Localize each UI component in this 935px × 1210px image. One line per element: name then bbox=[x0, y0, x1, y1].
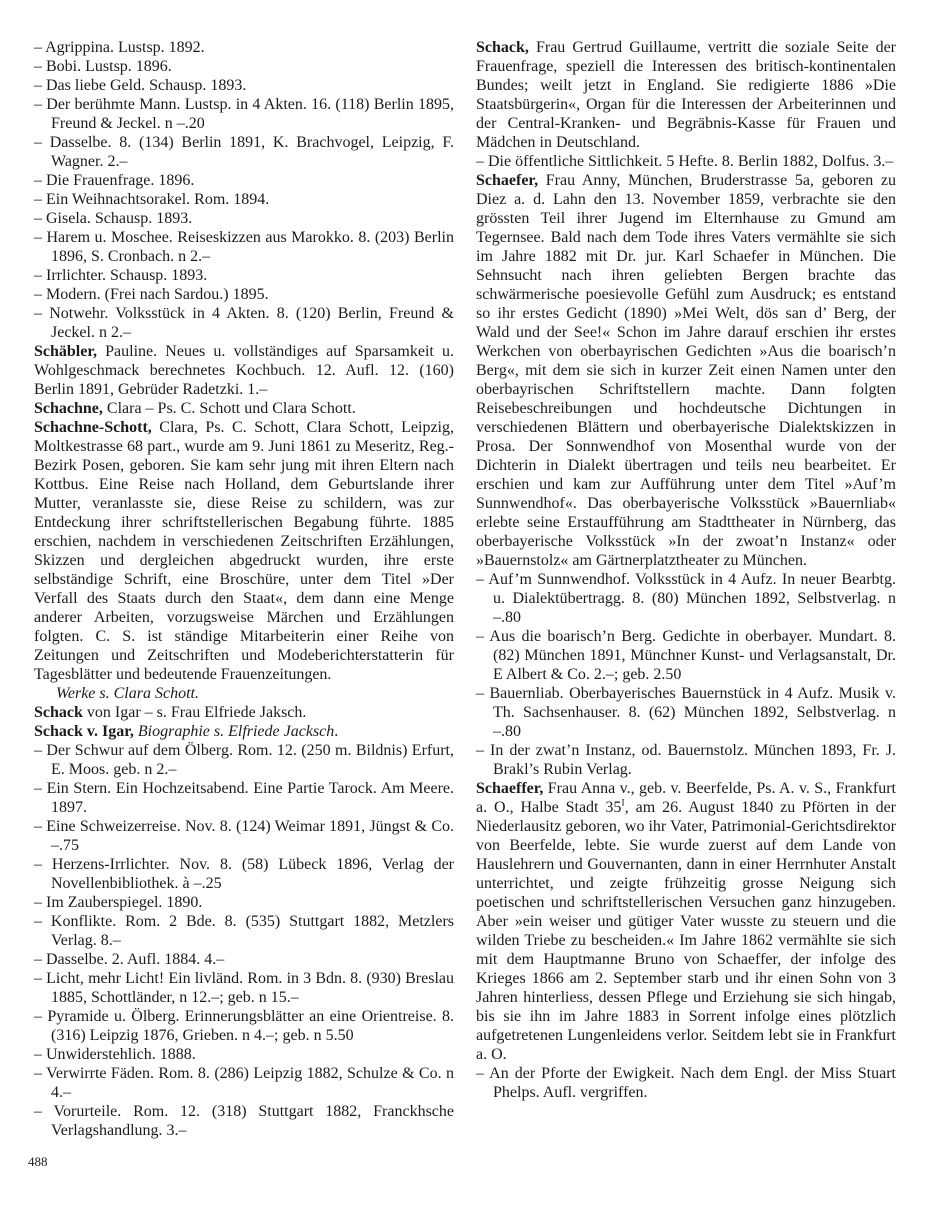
left-column bbox=[34, 38, 454, 1140]
work-entry bbox=[34, 228, 454, 266]
work-entry bbox=[34, 741, 454, 779]
text-segment: Clara, Ps. C. Schott, Clara Schott, Leipzig, Moltkestrasse 68 part., wurde am 9. Juni 1861 zu Meseritz, Reg.-Bezirk Posen, geboren. Sie kam sehr jung mit ihren Eltern nach Kottbus. Eine Reise nach Holland, dem Geburtslande ihrer Mutter, veranlasste sie, diese Reise zu schildern, was zur Entdeckung ihrer schriftstellerischen Begabung führte. 1885 erschien, nachdem in verschiedenen Zeitschriften Erzählungen, Skizzen und dergleichen abgedruckt wurden, ihre erste selbständige Schrift, eine Broschüre, unter dem Titel »Der Verfall des Staats durch den Staat«, dem dann eine Menge anderer Arbeiten, vorzugsweise Märchen und Erzählungen folgten. C. S. ist ständige Mitarbeiterin einer Reihe von Zeitungen und Zeitschriften und Modeberichterstatterin für Tagesblätter und bedeutende Frauenzeitungen. bbox=[34, 419, 454, 683]
work-entry bbox=[34, 893, 454, 912]
text-segment: – Irrlichter. Schausp. 1893. bbox=[34, 267, 208, 284]
text-segment: – In der zwat’n Instanz, od. Bauernstolz. München 1893, Fr. J. Brakl’s Rubin Verlag. bbox=[476, 742, 896, 778]
text-segment: Clara – Ps. C. Schott und Clara Schott. bbox=[102, 400, 356, 417]
entry-name: Schack, bbox=[476, 39, 529, 56]
work-entry bbox=[476, 152, 896, 171]
text-segment: , am 26. August 1840 zu Pförten in der Niederlausitz geboren, wo ihr Vater, Patrimonial-Gerichtsdirektor von Beerfelde, lebte. Sie wurde zuerst auf dem Lande von Hauslehrern und Gouvernanten, dann in einer Herrnhuter Anstalt unterrichtet, und zeigte frühzeitig grosse Neigung sich poetischen und schriftstellerischen Versuchen ganz hinzugeben. Aber »ein weiser und gütiger Vater wusste zu steuern und die wilden Triebe zu bescheiden.« Im Jahre 1862 vermählte sie sich mit dem Hauptmanne Bruno von Schaeffer, der infolge des Krieges 1866 am 2. September starb und ihr einen Sohn von 3 Jahren hinterliess, dessen Pflege und Erziehung sie sich hingab, bis sie ihn im Jahre 1883 in Sorrent infolge eines plötzlich aufgetretenen Lungenleidens verlor. Seitdem lebt sie in Frankfurt a. O. bbox=[476, 799, 896, 1063]
work-entry bbox=[34, 57, 454, 76]
text-segment: – Bauernliab. Oberbayerisches Bauernstück in 4 Aufz. Musik v. Th. Sachsenhauser. 8. (62) München 1892, Selbstverlag. n –.80 bbox=[476, 685, 896, 740]
lexicon-entry-paragraph bbox=[34, 342, 454, 399]
work-entry bbox=[476, 741, 896, 779]
text-segment: – Modern. (Frei nach Sardou.) 1895. bbox=[34, 286, 269, 303]
text-segment: – Pyramide u. Ölberg. Erinnerungsblätter an eine Orientreise. 8. (316) Leipzig 1876, Grieben. n 4.–; geb. n 5.50 bbox=[34, 1008, 454, 1044]
text-segment: – Ein Stern. Ein Hochzeitsabend. Eine Partie Tarock. Am Meere. 1897. bbox=[34, 780, 454, 816]
werke-cross-reference bbox=[34, 684, 454, 703]
work-entry bbox=[34, 817, 454, 855]
text-segment: – Licht, mehr Licht! Ein livländ. Rom. in 3 Bdn. 8. (930) Breslau 1885, Schottländer, n 12.–; geb. n 15.– bbox=[34, 970, 454, 1006]
text-segment: Werke s. Clara Schott. bbox=[56, 685, 199, 702]
work-entry bbox=[476, 684, 896, 741]
text-segment: – Der berühmte Mann. Lustsp. in 4 Akten. 16. (118) Berlin 1895, Freund & Jeckel. n –.20 bbox=[34, 96, 454, 132]
text-segment: – Dasselbe. 8. (134) Berlin 1891, K. Brachvogel, Leipzig, F. Wagner. 2.– bbox=[34, 134, 454, 170]
lexicon-entry-paragraph bbox=[476, 38, 896, 152]
page-number: 488 bbox=[28, 1154, 48, 1169]
lexicon-entry-paragraph bbox=[476, 171, 896, 570]
work-entry bbox=[34, 304, 454, 342]
text-segment: – Agrippina. Lustsp. 1892. bbox=[34, 39, 205, 56]
work-entry bbox=[34, 133, 454, 171]
work-entry bbox=[34, 969, 454, 1007]
work-entry bbox=[34, 1064, 454, 1102]
work-entry bbox=[34, 285, 454, 304]
work-entry bbox=[34, 266, 454, 285]
entry-name: Schachne-Schott, bbox=[34, 419, 152, 436]
work-entry bbox=[34, 1102, 454, 1140]
text-segment: – An der Pforte der Ewigkeit. Nach dem Engl. der Miss Stuart Phelps. Aufl. vergriffen. bbox=[476, 1065, 896, 1101]
lexicon-entry-paragraph bbox=[34, 703, 454, 722]
text-segment: – Notwehr. Volksstück in 4 Akten. 8. (120) Berlin, Freund & Jeckel. n 2.– bbox=[34, 305, 454, 341]
work-entry bbox=[34, 855, 454, 893]
text-segment: . bbox=[334, 723, 339, 740]
entry-name: Schaeffer, bbox=[476, 780, 544, 797]
entry-name: Schaefer, bbox=[476, 172, 539, 189]
work-entry bbox=[34, 950, 454, 969]
entry-name: Schack v. Igar, bbox=[34, 723, 134, 740]
entry-name: Schäbler, bbox=[34, 343, 97, 360]
text-segment: – Unwiderstehlich. 1888. bbox=[34, 1046, 196, 1063]
text-segment: – Konflikte. Rom. 2 Bde. 8. (535) Stuttgart 1882, Metzlers Verlag. 8.– bbox=[34, 913, 454, 949]
text-segment: Frau Gertrud Guillaume, vertritt die soziale Seite der Frauenfrage, speziell die Interessen des britisch-kontinentalen Bundes; weilt jetzt in England. Sie redigierte 1886 »Die Staatsbürgerin«, Organ für die Interessen der Arbeiterinnen und der Central-Kranken- und Begräbnis-Kasse für Frauen und Mädchen in Deutschland. bbox=[476, 39, 896, 151]
work-entry bbox=[476, 627, 896, 684]
work-entry bbox=[34, 1007, 454, 1045]
text-segment: von Igar – s. Frau Elfriede Jaksch. bbox=[82, 704, 307, 721]
text-segment: – Aus die boarisch’n Berg. Gedichte in oberbayer. Mundart. 8. (82) München 1891, Münchner Kunst- und Verlagsanstalt, Dr. E Albert & Co. 2.–; geb. 2.50 bbox=[476, 628, 896, 683]
text-segment: – Der Schwur auf dem Ölberg. Rom. 12. (250 m. Bildnis) Erfurt, E. Moos. geb. n 2.– bbox=[34, 742, 454, 778]
work-entry bbox=[34, 779, 454, 817]
text-segment: – Gisela. Schausp. 1893. bbox=[34, 210, 193, 227]
work-entry bbox=[476, 1064, 896, 1102]
work-entry bbox=[34, 171, 454, 190]
right-column bbox=[476, 38, 896, 1140]
text-segment: – Dasselbe. 2. Aufl. 1884. 4.– bbox=[34, 951, 225, 968]
text-columns bbox=[34, 38, 896, 1140]
text-segment: – Bobi. Lustsp. 1896. bbox=[34, 58, 172, 75]
text-segment: Frau Anny, München, Bruderstrasse 5a, geboren zu Diez a. d. Lahn den 13. November 1859, verbrachte sie den grössten Teil ihrer Jugend im Elternhause zu Gmund am Tegernsee. Bald nach dem Tode ihres Vaters vermählte sie sich im Jahre 1882 mit Dr. jur. Karl Schaefer in München. Die Sehnsucht nach ihren geliebten Bergen brachte das schwärmerische poesievolle Gefühl zum Ausdruck; es entstand so ihr erstes Gedicht (1890) »Mei Welt, dös san d’ Berg, der Wald und der See!« Schon im Jahre darauf erschien ihr erstes Werkchen von oberbayrischen Gedichten »Aus die boarisch’n Berg«, mit dem sie sich in kurzer Zeit einen Namen unter den oberbayrischen Schriftstellern machte. Dann folgten Reisebeschreibungen und hochdeutsche Dichtungen in verschiedenen Blättern und oberbayerische Dialektskizzen in Prosa. Der Sonnwendhof von Mosenthal wurde von der Dichterin in Dialekt übertragen und teils neu bearbeitet. Er erschien und kam zur Aufführung unter dem Titel »Auf’m Sunnwendhof«. Das oberbayerische Volksstück »Bauernliab« erlebte seine Erstaufführung am Stadttheater in Nürnberg, das oberbayerische Volksstück »In der zwoat’n Instanz« oder »Bauernstolz« am Gärtnerplatztheater zu München. bbox=[476, 172, 896, 569]
text-segment: – Die öffentliche Sittlichkeit. 5 Hefte. 8. Berlin 1882, Dolfus. 3.– bbox=[476, 153, 894, 170]
work-entry bbox=[34, 1045, 454, 1064]
text-segment: – Im Zauberspiegel. 1890. bbox=[34, 894, 203, 911]
work-entry bbox=[34, 76, 454, 95]
text-segment: – Eine Schweizerreise. Nov. 8. (124) Weimar 1891, Jüngst & Co. –.75 bbox=[34, 818, 454, 854]
lexicon-entry-paragraph bbox=[34, 399, 454, 418]
text-segment: – Herzens-Irrlichter. Nov. 8. (58) Lübeck 1896, Verlag der Novellenbibliothek. à –.25 bbox=[34, 856, 454, 892]
text-segment: – Harem u. Moschee. Reiseskizzen aus Marokko. 8. (203) Berlin 1896, S. Cronbach. n 2.– bbox=[34, 229, 454, 265]
text-segment: – Ein Weihnachtsorakel. Rom. 1894. bbox=[34, 191, 270, 208]
lexicon-entry-paragraph bbox=[476, 779, 896, 1064]
text-segment: – Auf’m Sunnwendhof. Volksstück in 4 Aufz. In neuer Bearbtg. u. Dialektübertragg. 8. (80) München 1892, Selbstverlag. n –.80 bbox=[476, 571, 896, 626]
text-segment: Biographie s. Elfriede Jacksch bbox=[137, 723, 335, 740]
text-segment: – Die Frauenfrage. 1896. bbox=[34, 172, 195, 189]
work-entry bbox=[34, 912, 454, 950]
work-entry bbox=[34, 209, 454, 228]
lexicon-entry-paragraph bbox=[34, 722, 454, 741]
text-segment: – Vorurteile. Rom. 12. (318) Stuttgart 1882, Franckhsche Verlagshandlung. 3.– bbox=[34, 1103, 454, 1139]
work-entry bbox=[34, 95, 454, 133]
lexicon-entry-paragraph bbox=[34, 418, 454, 684]
text-segment: – Das liebe Geld. Schausp. 1893. bbox=[34, 77, 247, 94]
work-entry bbox=[34, 38, 454, 57]
text-segment: I bbox=[621, 797, 625, 809]
text-segment: Frau Anna v., geb. v. Beerfelde, Ps. A. v. S., Frankfurt a. O., Halbe Stadt 35 bbox=[476, 780, 896, 816]
text-segment: – Verwirrte Fäden. Rom. 8. (286) Leipzig 1882, Schulze & Co. n 4.– bbox=[34, 1065, 454, 1101]
work-entry bbox=[476, 570, 896, 627]
work-entry bbox=[34, 190, 454, 209]
text-segment: Pauline. Neues u. vollständiges auf Sparsamkeit u. Wohlgeschmack berechnetes Kochbuch. 12. Aufl. 12. (160) Berlin 1891, Gebrüder Radetzki. 1.– bbox=[34, 343, 454, 398]
entry-name: Schachne, bbox=[34, 400, 103, 417]
entry-name: Schack bbox=[34, 704, 83, 721]
